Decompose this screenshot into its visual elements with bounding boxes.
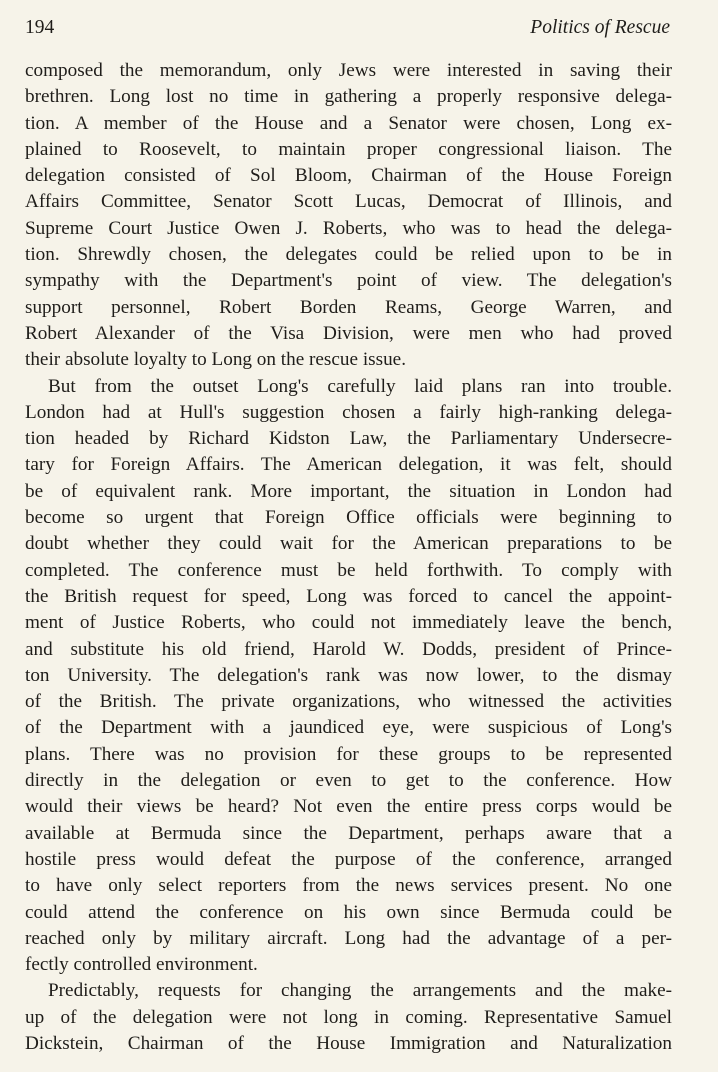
paragraph (25, 978, 672, 1057)
text-line: to have only select reporters from the news services present. No one (25, 875, 672, 897)
text-line: would their views be heard? Not even the entire press corps would be (25, 796, 672, 818)
text-line: their absolute loyalty to Long on the rescue issue. (25, 349, 406, 371)
text-line: available at Bermuda since the Department, perhaps aware that a (25, 822, 672, 844)
text-line: could attend the conference on his own since Bermuda could be (25, 901, 672, 923)
text-line: and substitute his old friend, Harold W. Dodds, president of Prince- (25, 638, 672, 660)
running-head (25, 14, 670, 42)
text-line: composed the memorandum, only Jews were interested in saving their (25, 60, 672, 81)
text-line: ment of Justice Roberts, who could not immediately leave the bench, (25, 612, 672, 634)
paragraph (25, 374, 672, 979)
text-line: completed. The conference must be held forthwith. To comply with (25, 559, 672, 581)
text-line: Dickstein, Chairman of the House Immigration and Naturalization (25, 1032, 672, 1054)
text-line: the British request for speed, Long was forced to cancel the appoint- (25, 585, 672, 607)
text-line: brethren. Long lost no time in gathering a properly responsive delega- (25, 86, 672, 108)
text-line: Predictably, requests for changing the arrangements and the make- (48, 980, 672, 1002)
text-line: Affairs Committee, Senator Scott Lucas, Democrat of Illinois, and (25, 191, 672, 213)
text-line: support personnel, Robert Borden Reams, George Warren, and (25, 296, 672, 318)
paragraph (25, 58, 672, 374)
text-line: hostile press would defeat the purpose of the conference, arranged (25, 848, 672, 870)
text-line: plans. There was no provision for these groups to be represented (25, 743, 672, 765)
text-line: plained to Roosevelt, to maintain proper congressional liaison. The (25, 138, 672, 160)
text-line: tion. A member of the House and a Senator were chosen, Long ex- (25, 112, 672, 134)
text-line: be of equivalent rank. More important, the situation in London had (25, 480, 672, 502)
body-text (25, 58, 672, 1057)
text-line: become so urgent that Foreign Office officials were beginning to (25, 507, 672, 529)
text-line: tary for Foreign Affairs. The American delegation, it was felt, should (25, 454, 672, 476)
text-line: up of the delegation were not long in coming. Representative Samuel (25, 1006, 672, 1028)
text-line: delegation consisted of Sol Bloom, Chairman of the House Foreign (25, 165, 672, 187)
text-line: fectly controlled environment. (25, 954, 258, 976)
text-line: tion. Shrewdly chosen, the delegates could be relied upon to be in (25, 244, 672, 266)
text-line: ton University. The delegation's rank was now lower, to the dismay (25, 664, 672, 686)
text-line: of the Department with a jaundiced eye, were suspicious of Long's (25, 717, 672, 739)
text-line: London had at Hull's suggestion chosen a fairly high-ranking delega- (25, 401, 672, 423)
text-line: reached only by military aircraft. Long had the advantage of a per- (25, 927, 672, 949)
text-line: directly in the delegation or even to get to the conference. How (25, 770, 672, 792)
text-line: sympathy with the Department's point of view. The delegation's (25, 270, 672, 292)
text-line: But from the outset Long's carefully laid plans ran into trouble. (48, 375, 672, 397)
text-line: Supreme Court Justice Owen J. Roberts, who was to head the delega- (25, 217, 672, 239)
text-line: of the British. The private organizations, who witnessed the activities (25, 691, 672, 713)
page-number: 194 (25, 17, 55, 38)
text-line: Robert Alexander of the Visa Division, were men who had proved (25, 322, 672, 344)
text-line: doubt whether they could wait for the American preparations to be (25, 533, 672, 555)
running-title: Politics of Rescue (530, 17, 670, 38)
text-line: tion headed by Richard Kidston Law, the Parliamentary Undersecre- (25, 428, 672, 450)
